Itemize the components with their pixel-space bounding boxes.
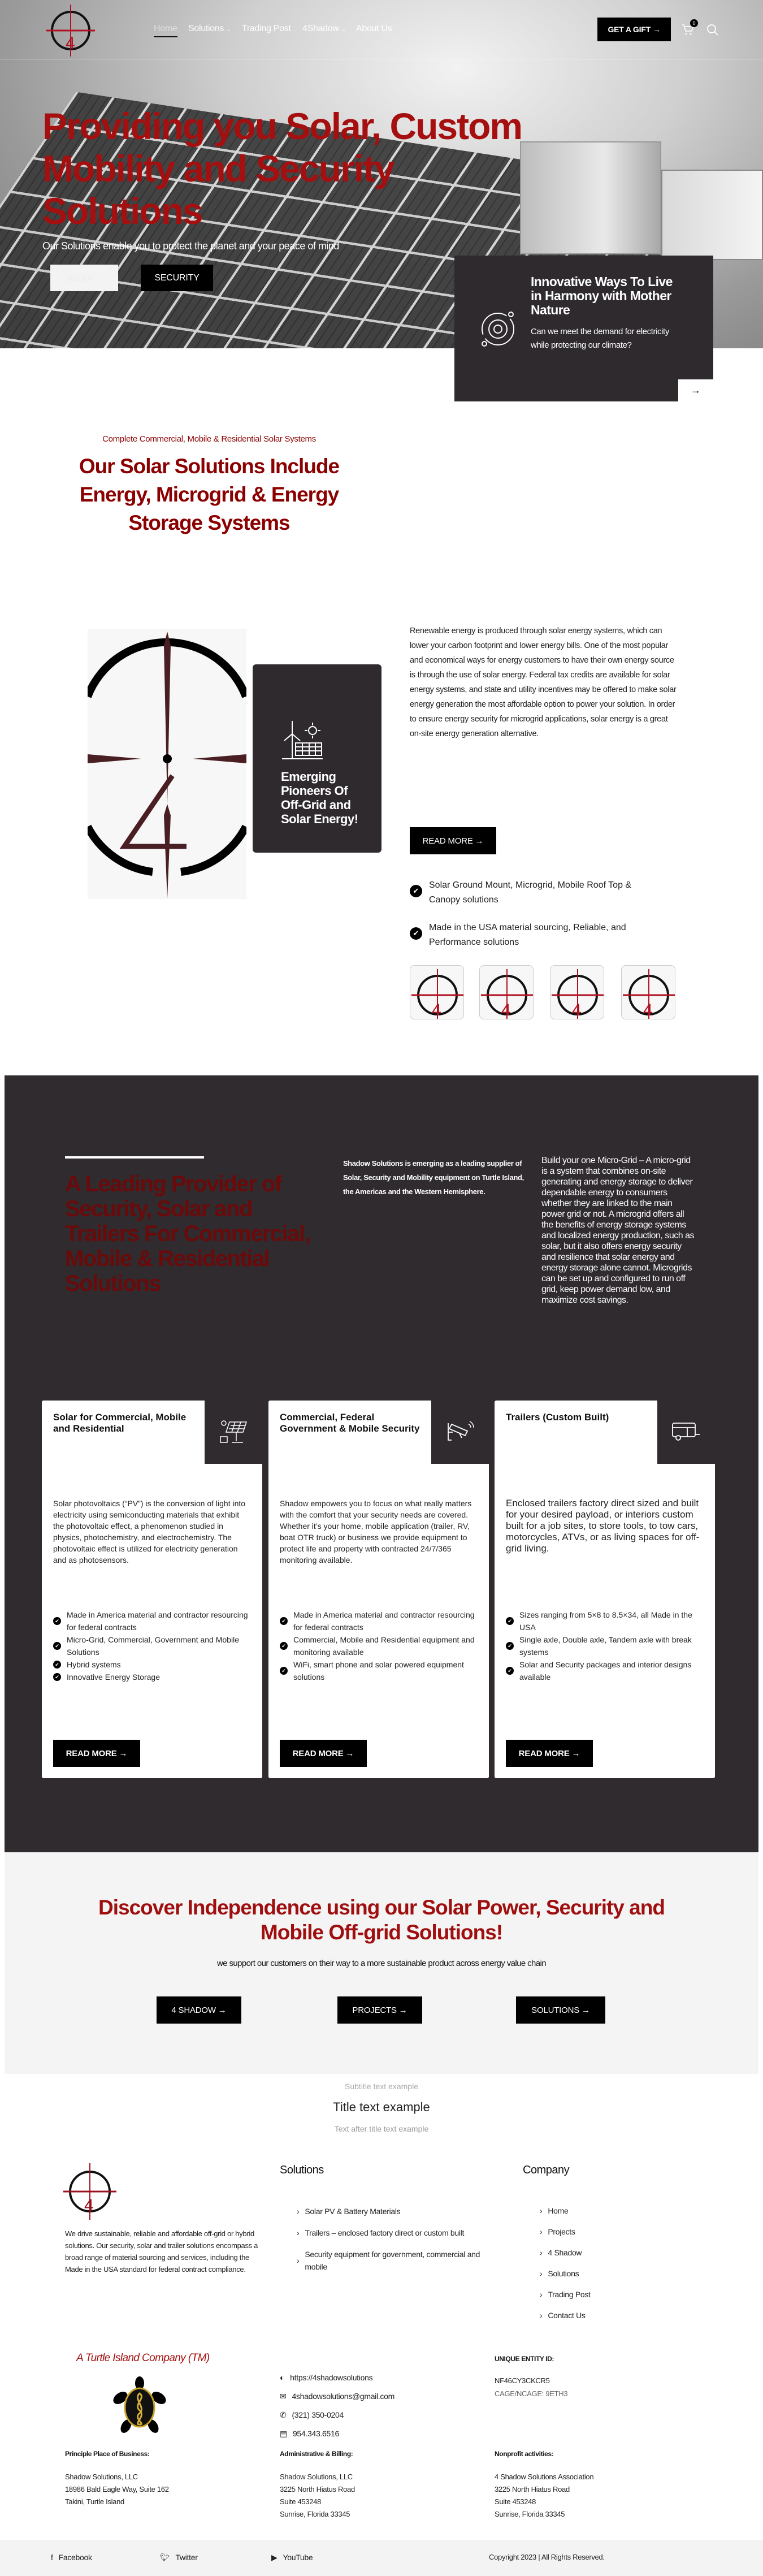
get-a-gift-button[interactable]: GET A GIFT →: [597, 18, 671, 41]
address-line: Shadow Solutions, LLC: [65, 2473, 138, 2481]
projects-button[interactable]: PROJECTS →: [337, 1996, 422, 2024]
intro-subtitle: Complete Commercial, Mobile & Residential Solar Systems: [102, 434, 316, 444]
service-icon-box: [431, 1401, 489, 1464]
footer-link-text: Solutions: [548, 2269, 579, 2278]
address-line: Takini, Turtle Island: [65, 2497, 124, 2506]
chevron-down-icon: ⌄: [341, 27, 346, 33]
footer-link-text: Trading Post: [548, 2290, 591, 2299]
logo-crosshair-icon: [550, 966, 604, 1019]
footer-about-text: We drive sustainable, reliable and affordable off-grid or hybrid solutions. Our security, solar and trailer solutions encompass a broad range of material sourcing and services, including the Made in the USA standard for federal contract compliance.: [65, 2229, 258, 2274]
trailer-icon: [671, 1421, 701, 1443]
chevron-down-icon: ⌄: [226, 27, 231, 33]
check-circle-icon: ✔: [506, 1642, 514, 1650]
copyright: Copyright 2023 | All Rights Reserved.: [489, 2553, 605, 2561]
about-paragraph: Renewable energy is produced through solar energy systems, which can lower your carbon footprint and lower energy bills. One of the most popular and economical ways for energy customers to have their own energy source is through the use of solar energy. Federal tax credits are available for solar energy systems, and state and utility incentives may be offered to make solar energy generation the most affordable option to power your solution. In order to ensure energy security for microgrid applications, solar energy is a great on-site energy generation alternative.: [410, 626, 677, 738]
cart-button[interactable]: [681, 20, 697, 37]
search-icon: [706, 24, 719, 36]
service-bullet: [506, 1609, 706, 1633]
section-accent-line: [65, 1156, 204, 1159]
footer-link-text: Contact Us: [548, 2311, 586, 2320]
gallery-logo-thumbnail[interactable]: [550, 965, 604, 1019]
nav-4shadow[interactable]: [302, 24, 346, 34]
footer-logo[interactable]: [63, 2163, 116, 2220]
twitter-link[interactable]: [160, 2552, 198, 2563]
address-line: 18986 Bald Eagle Way, Suite 162: [65, 2485, 169, 2493]
footer-solutions-link[interactable]: [297, 2205, 489, 2218]
intro-title: Our Solar Solutions Include Energy, Microgrid & Energy Storage Systems: [79, 455, 340, 534]
placeholder-text: Text after title text example: [334, 2124, 429, 2133]
address-line: Shadow Solutions, LLC: [280, 2473, 353, 2481]
cage-code: CAGE/NCAGE: 9ETH3: [495, 2389, 568, 2398]
service-read-more-button[interactable]: READ MORE →: [280, 1740, 367, 1767]
fax-text: 954.343.6516: [292, 2429, 339, 2438]
service-card-title: Solar for Commercial, Mobile and Residential: [53, 1412, 187, 1434]
footer-link-text: Security equipment for government, commercial and mobile: [305, 2250, 480, 2271]
chevron-right-icon: ›: [297, 2256, 300, 2265]
nav-about-us[interactable]: About Us: [356, 24, 392, 33]
service-read-more-button[interactable]: READ MORE →: [53, 1740, 140, 1767]
service-card: [268, 1401, 489, 1778]
nav-solutions[interactable]: [188, 24, 231, 34]
feature-card-title: Innovative Ways To Live in Harmony with Mother Nature: [531, 274, 673, 317]
check-circle-icon: ✔: [410, 885, 422, 897]
logo-crosshair-icon: [88, 629, 246, 899]
check-circle-icon: ✔: [506, 1667, 514, 1675]
about-check-item: [410, 878, 658, 907]
footer-company-link[interactable]: [540, 2289, 653, 2300]
footer-company-link[interactable]: [540, 2205, 653, 2216]
address-heading: Principle Place of Business:: [65, 2450, 150, 2458]
check-circle-icon: ✔: [53, 1673, 61, 1681]
service-bullet-text: Sizes ranging from 5×8 to 8.5×34, all Made in the USA: [519, 1610, 692, 1632]
chevron-right-icon: ›: [540, 2311, 543, 2320]
check-circle-icon: ✔: [280, 1642, 288, 1650]
address-line: Sunrise, Florida 33345: [280, 2510, 350, 2518]
youtube-link[interactable]: [271, 2552, 313, 2563]
phone-link[interactable]: [280, 2409, 394, 2421]
service-card: [495, 1401, 715, 1778]
service-bullet: [53, 1671, 254, 1683]
service-bullet: [506, 1658, 706, 1683]
logo-crosshair-icon: [63, 2163, 116, 2220]
footer-link-text: Solar PV & Battery Materials: [305, 2207, 401, 2216]
footer-link-text: 4 Shadow: [548, 2248, 582, 2257]
check-circle-icon: ✔: [280, 1667, 288, 1675]
service-bullet-text: Innovative Energy Storage: [67, 1672, 160, 1682]
nav-4shadow-label: 4Shadow: [302, 24, 339, 33]
chevron-right-icon: ›: [297, 2207, 300, 2216]
service-bullet-text: Single axle, Double axle, Tandem axle with break systems: [519, 1635, 692, 1657]
nav-trading-post[interactable]: Trading Post: [242, 24, 291, 33]
address-line: Suite 453248: [280, 2497, 322, 2506]
service-bullet: [53, 1633, 254, 1658]
service-bullet: [280, 1658, 480, 1683]
provider-lead: Shadow Solutions is emerging as a leading supplier of Solar, Security and Mobility equipment on Turtle Island, the Americas and the Western Hemisphere.: [343, 1159, 524, 1196]
chevron-right-icon: ›: [540, 2269, 543, 2278]
email-link[interactable]: [280, 2391, 394, 2402]
security-camera-icon: [446, 1420, 474, 1445]
website-text: https://4shadowsolutions: [290, 2373, 373, 2382]
svg-text:4: 4: [643, 1001, 653, 1019]
cart-count-badge: 0: [690, 19, 698, 27]
placeholder-subtitle: Subtitle text example: [345, 2082, 418, 2091]
nav-active-indicator: [154, 36, 177, 37]
service-bullet-text: Made in America material and contractor resourcing for federal contracts: [293, 1610, 475, 1632]
footer-contacts: [280, 2372, 394, 2439]
twitter-label: Twitter: [175, 2553, 198, 2562]
address-heading: Nonprofit activities:: [495, 2450, 554, 2458]
footer-link-text: Home: [548, 2206, 569, 2215]
service-bullet: [506, 1633, 706, 1658]
footer-solutions-link[interactable]: [297, 2248, 489, 2273]
youtube-label: YouTube: [283, 2553, 313, 2562]
service-card-description: Enclosed trailers factory direct sized and built for your desired payload, or interiors custom built for a job sites, to store tools, to tow cars, motorcycles, ATVs, or as living spaces for off-grid living.: [506, 1498, 700, 1554]
service-bullet-text: Solar and Security packages and interior designs available: [519, 1660, 692, 1682]
email-text: 4shadowsolutions@gmail.com: [292, 2392, 394, 2401]
nav-home[interactable]: Home: [154, 24, 177, 33]
placeholder-title: Title text example: [333, 2100, 430, 2114]
service-card-description: Shadow empowers you to focus on what really matters with the comfort that your security needs are covered. Whether it’s your home, mobile application (trailer, RV, boat OTR truck) or business we provide equipment to protect life and property with contracted 24/7/365 monitoring available.: [280, 1499, 472, 1564]
feature-card-text: Can we meet the demand for electricity while protecting our climate?: [531, 327, 669, 350]
service-icon-box: [205, 1401, 262, 1464]
wind-solar-icon: [281, 718, 324, 761]
logo-crosshair-icon: [480, 966, 534, 1019]
globe-icon: ◐: [280, 2373, 285, 2382]
logo-crosshair-icon: [622, 966, 675, 1019]
fax-link[interactable]: [280, 2428, 394, 2439]
footer-company-link[interactable]: [540, 2268, 653, 2279]
check-circle-icon: ✔: [53, 1642, 61, 1650]
address-line: 3225 North Hiatus Road: [280, 2485, 355, 2493]
phone-icon: ✆: [280, 2410, 287, 2419]
service-bullet: [280, 1633, 480, 1658]
pioneers-card: [253, 664, 382, 853]
solutions-button[interactable]: SOLUTIONS →: [516, 1996, 605, 2024]
footer-solutions-list: [297, 2205, 489, 2282]
service-card-bullets: [280, 1609, 480, 1683]
site-logo[interactable]: [45, 5, 96, 57]
chevron-right-icon: ›: [540, 2206, 543, 2215]
chevron-right-icon: ›: [540, 2248, 543, 2257]
website-link[interactable]: [280, 2372, 394, 2383]
check-circle-icon: ✔: [53, 1661, 61, 1669]
address-line: Sunrise, Florida 33345: [495, 2510, 565, 2518]
footer-company-heading: Company: [523, 2164, 570, 2176]
logo-crosshair-icon: [410, 966, 464, 1019]
feature-card-next-button[interactable]: [678, 379, 713, 401]
check-circle-icon: ✔: [410, 927, 422, 940]
facebook-link[interactable]: [51, 2552, 92, 2563]
gallery-logo-thumbnail[interactable]: [621, 965, 675, 1019]
address-heading: Administrative & Billing:: [280, 2450, 353, 2458]
svg-text:4: 4: [66, 34, 75, 53]
service-bullet-text: Made in America material and contractor resourcing for federal contracts: [67, 1610, 248, 1632]
address-line: 3225 North Hiatus Road: [495, 2485, 570, 2493]
footer-solutions-heading: Solutions: [280, 2164, 324, 2176]
footer-company-link[interactable]: [540, 2310, 653, 2321]
twitter-icon: 🐦︎: [160, 2553, 170, 2562]
service-bullet: [280, 1609, 480, 1633]
gallery-logo-thumbnail[interactable]: [479, 965, 534, 1019]
service-read-more-button[interactable]: READ MORE →: [506, 1740, 593, 1767]
service-bullet-text: Hybrid systems: [67, 1660, 121, 1669]
check-circle-icon: ✔: [53, 1617, 61, 1625]
about-check-text: Solar Ground Mount, Microgrid, Mobile Roof Top & Canopy solutions: [429, 880, 632, 905]
solar-button[interactable]: SOLAR →: [50, 265, 118, 291]
entity-id-label: UNIQUE ENTITY ID:: [495, 2355, 554, 2363]
security-button[interactable]: SECURITY: [141, 265, 213, 291]
arrow-right-icon: →: [691, 384, 701, 396]
youtube-icon: ▶: [271, 2553, 278, 2562]
microgrid-text: Build your one Micro-Grid – A micro-grid is a system that combines on-site generating and energy storage to deliver dependable energy to consumers whether they are linked to the main power grid or not. A microgrid offers all the benefits of energy storage systems and localized energy production, such as solar, but it also offers energy security and resilience that solar energy and energy storage alone cannot. Microgrids can be set up and configured to run off grid, keep power demand low, and maximize cost savings.: [541, 1156, 694, 1305]
footer-link-text: Trailers – enclosed factory direct or custom built: [305, 2228, 465, 2237]
svg-text:4: 4: [84, 2196, 94, 2215]
facebook-icon: f: [51, 2553, 53, 2562]
footer-solutions-link[interactable]: [297, 2227, 489, 2239]
nav-solutions-label: Solutions: [188, 24, 224, 33]
chevron-right-icon: ›: [540, 2227, 543, 2236]
service-card-bullets: [53, 1609, 254, 1683]
footer-company-link[interactable]: [540, 2247, 653, 2258]
gallery-logo-thumbnail[interactable]: [410, 965, 464, 1019]
service-bullet-text: Micro-Grid, Commercial, Government and Mobile Solutions: [67, 1635, 239, 1657]
svg-text:4: 4: [501, 1001, 511, 1019]
hero-background-substation: [661, 170, 763, 260]
footer-link-text: Projects: [548, 2227, 575, 2236]
feature-card: [454, 256, 713, 401]
solar-panel-icon: [219, 1420, 248, 1445]
service-bullet: [53, 1609, 254, 1633]
service-card-description: Solar photovoltaics (“PV”) is the conversion of light into electricity using semiconducting materials that exhibit the photovoltaic effect, a phenomenon studied in physics, photochemistry, and electrochemistry. The photovoltaic effect is utilized for electricity generation and as photosensors.: [53, 1499, 246, 1564]
cta-text: we support our customers on their way to a more sustainable product across energy value chain: [216, 1959, 547, 1968]
chevron-right-icon: ›: [297, 2228, 300, 2237]
service-card: [42, 1401, 262, 1778]
search-button[interactable]: [706, 24, 720, 37]
pioneers-card-title: Emerging Pioneers Of Off-Grid and Solar Energy!: [281, 770, 358, 826]
service-icon-box: [657, 1401, 715, 1464]
service-card-title: Commercial, Federal Government & Mobile Security: [280, 1412, 420, 1434]
check-circle-icon: ✔: [506, 1617, 514, 1625]
hero-title: Providing you Solar, Custom Mobility and Security Solutions: [42, 105, 522, 232]
svg-text:4: 4: [432, 1001, 441, 1019]
footer-company-list: [540, 2205, 653, 2331]
logo-crosshair-icon: [45, 5, 96, 57]
service-bullet: [53, 1658, 254, 1671]
fax-icon: ▤: [280, 2429, 287, 2438]
envelope-icon: ✉: [280, 2392, 287, 2401]
hero-subtitle: Our Solutions enable you to protect the planet and your peace of mind: [42, 240, 339, 252]
footer-company-link[interactable]: [540, 2226, 653, 2237]
svg-text:4: 4: [572, 1001, 582, 1019]
check-circle-icon: ✔: [280, 1617, 288, 1625]
address-line: 4 Shadow Solutions Association: [495, 2473, 594, 2481]
feature-card-content: [531, 275, 683, 352]
provider-title: A Leading Provider of Security, Solar and Trailers For Commercial, Mobile & Residential Solutions: [65, 1172, 310, 1296]
entity-id-value: NF46CY3CKCR5: [495, 2376, 550, 2385]
address-line: Suite 453248: [495, 2497, 536, 2506]
turtle-logo-icon: [110, 2376, 170, 2434]
about-read-more-button[interactable]: READ MORE →: [410, 827, 496, 854]
chevron-right-icon: ›: [540, 2290, 543, 2299]
service-card-title: Trailers (Custom Built): [506, 1412, 609, 1423]
about-check-text: Made in the USA material sourcing, Reliable, and Performance solutions: [429, 923, 626, 947]
facebook-label: Facebook: [58, 2553, 92, 2562]
footer-bottom-bar: [0, 2540, 763, 2576]
phone-text: (321) 350-0204: [292, 2410, 344, 2419]
brand-logo-image: [88, 629, 246, 899]
service-card-bullets: [506, 1609, 706, 1683]
4-shadow-button[interactable]: 4 SHADOW →: [157, 1996, 241, 2024]
service-bullet-text: WiFi, smart phone and solar powered equipment solutions: [293, 1660, 464, 1682]
cta-title: Discover Independence using our Solar Power, Security and Mobile Off-grid Solutions!: [98, 1896, 665, 1944]
gear-icon: [479, 306, 519, 352]
cta-content: [71, 1895, 692, 1968]
service-bullet-text: Commercial, Mobile and Residential equipment and monitoring available: [293, 1635, 475, 1657]
turtle-island-heading: A Turtle Island Company (TM): [76, 2352, 210, 2364]
about-check-item: [410, 920, 658, 950]
